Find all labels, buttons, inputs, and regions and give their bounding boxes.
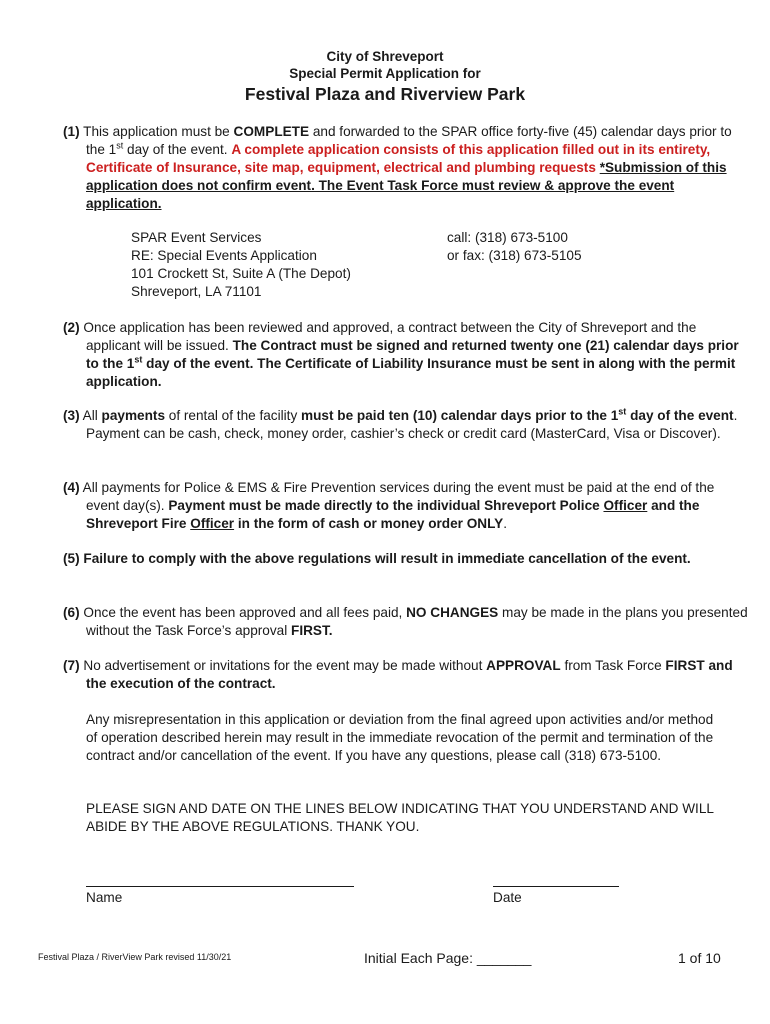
header-city: City of Shreveport [326, 49, 444, 64]
application-requirements: A complete application consists of this application filled out in its entirety, Certificate of Insurance, site map, equipment, electrical and plumbing requests [86, 142, 711, 175]
paragraph-7: (7) No advertisement or invitations for the event may be made without APPROVAL from Task Force FIRST and the execution of the contract. [63, 658, 733, 691]
paragraph-3: (3) All payments of rental of the facility must be paid ten (10) calendar days prior to the 1st day of the event. Payment can be cash, check, money order, cashier’s check or credit card (MasterCard, Visa or Discover). [63, 406, 738, 441]
paragraph-number: (1) [63, 124, 80, 139]
contact-numbers [447, 229, 582, 265]
mailing-address: SPAR Event Services RE: Special Events Application 101 Crockett St, Suite A (The Depot) Shreveport, LA 71101 [131, 230, 351, 299]
name-signature-line[interactable] [86, 886, 354, 887]
page-number: 1 of 10 [678, 950, 721, 966]
fax-number: or fax: (318) 673-5105 [447, 248, 582, 263]
page-title: Festival Plaza and Riverview Park [244, 84, 526, 104]
date-label: Date [493, 890, 522, 905]
header-subtitle: Special Permit Application for [289, 66, 481, 81]
paragraph-5: (5) Failure to comply with the above regulations will result in immediate cancellation of the event. [63, 551, 691, 566]
submission-notice: *Submission of this application does not confirm event. The Event Task Force must review & approve the event application. [86, 160, 727, 211]
initial-each-page[interactable]: Initial Each Page: _______ [364, 950, 532, 966]
paragraph-4: (4) All payments for Police & EMS & Fire Prevention services during the event must be paid at the end of the event day(s). Payment must be made directly to the individual Shreveport Police Officer and the Shreveport Fire Officer in the form of cash or money order ONLY. [63, 480, 715, 531]
paragraph-2: (2) Once application has been reviewed and approved, a contract between the City of Shreveport and the applicant will be issued. The Contract must be signed and returned twenty one (21) calendar days prior to the 1st day of the event. The Certificate of Liability Insurance must be sent in along with the permit application. [63, 320, 739, 389]
date-signature-line[interactable] [493, 886, 619, 887]
phone-number: call: (318) 673-5100 [447, 230, 568, 245]
paragraph-6: (6) Once the event has been approved and all fees paid, NO CHANGES may be made in the plans you presented without the Task Force’s approval FIRST. [63, 605, 748, 638]
sign-instructions: PLEASE SIGN AND DATE ON THE LINES BELOW INDICATING THAT YOU UNDERSTAND AND WILL ABIDE BY THE ABOVE REGULATIONS. THANK YOU. [86, 801, 714, 834]
revision-note: Festival Plaza / RiverView Park revised 11/30/21 [38, 952, 232, 962]
name-label: Name [86, 890, 123, 905]
paragraph-1: (1) This application must be COMPLETE and forwarded to the SPAR office forty-five (45) calendar days prior to the 1st day of the event. A complete application consists of this application filled out in its entirety, Certificate of Insurance, site map, equipment, electrical and plumbing requests *Submission of this application does not confirm event. The Event Task Force must review & approve the event application. [63, 124, 732, 211]
misrepresentation-notice: Any misrepresentation in this application or deviation from the final agreed upon activities and/or method of operation described herein may result in the immediate revocation of the permit and termination of the contract and/or cancellation of the event. If you have any questions, please call (318) 673-5100. [86, 712, 714, 763]
